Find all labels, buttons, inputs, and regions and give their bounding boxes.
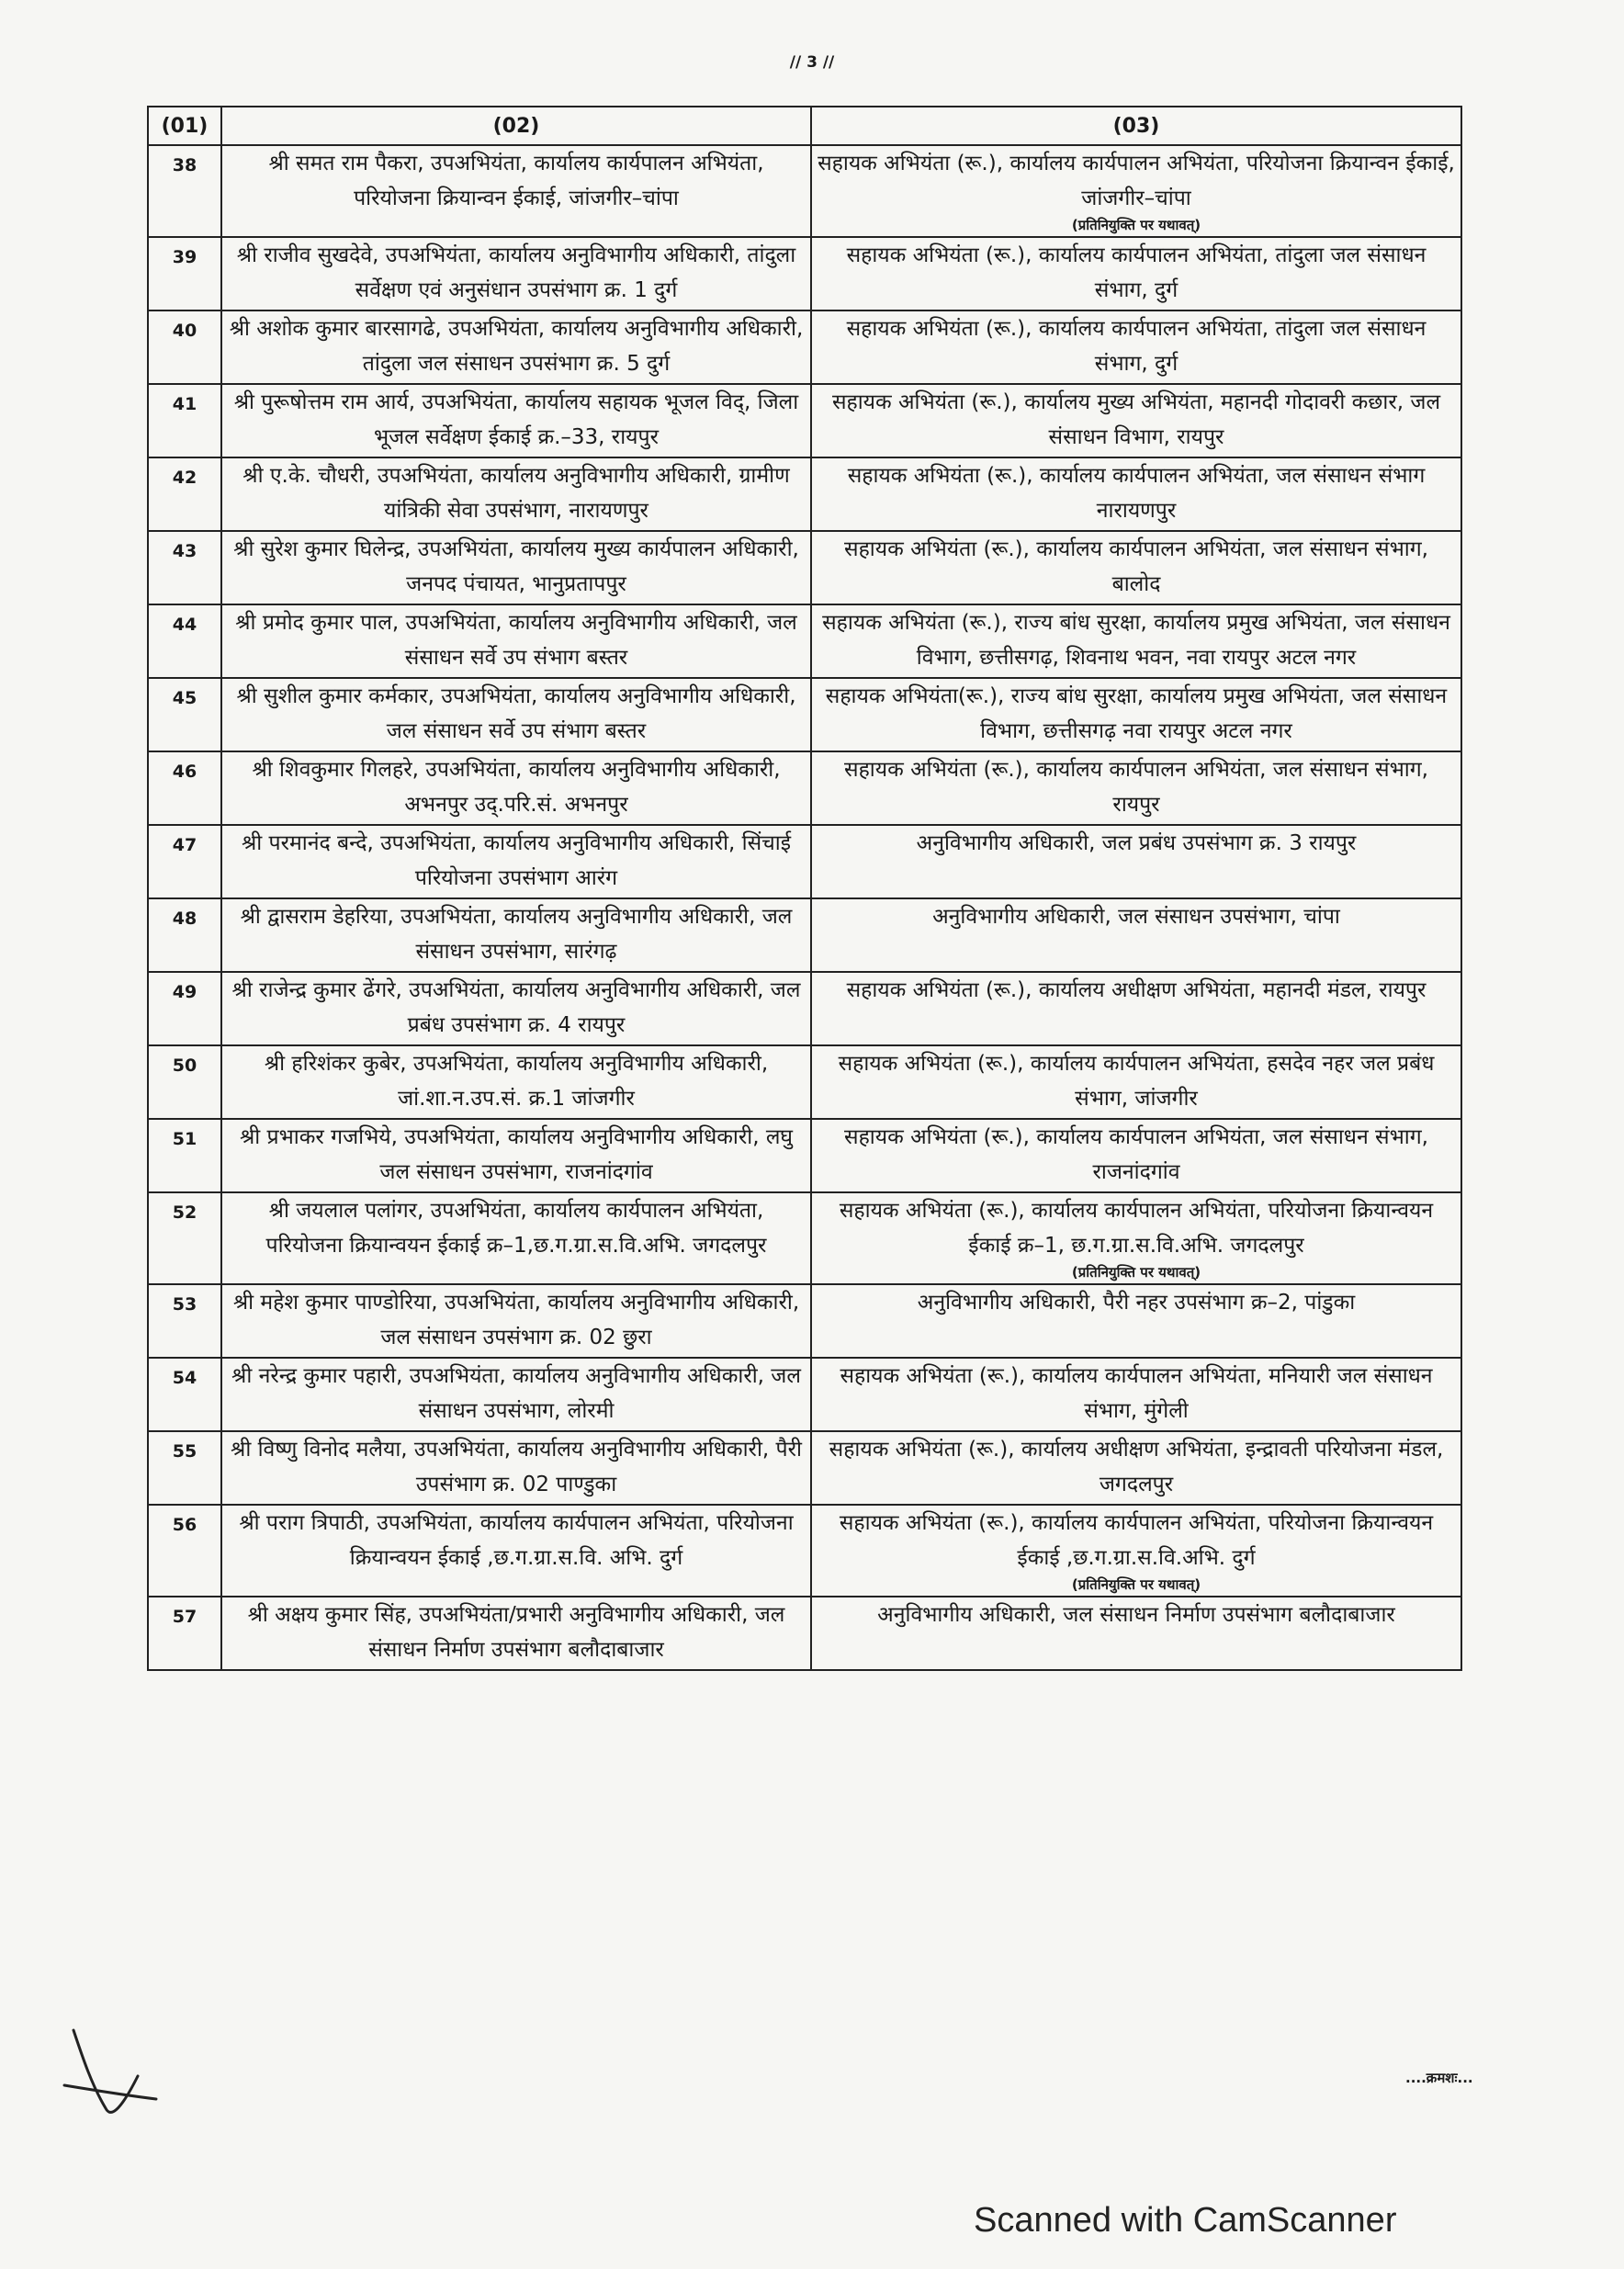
new-post-text: सहायक अभियंता (रू.), कार्यालय कार्यपालन अभियंता, जल संसाधन संभाग, रायपुर [844,758,1428,817]
new-post-cell [811,1358,1461,1431]
new-post-text: अनुविभागीय अधिकारी, जल संसाधन निर्माण उपसंभाग बलौदाबाजार [877,1603,1395,1627]
current-post-cell: श्री द्वासराम डेहरिया, उपअभियंता, कार्यालय अनुविभागीय अधिकारी, जल संसाधन उपसंभाग, सारंगढ़ [221,898,811,972]
new-post-cell [811,1505,1461,1597]
serial-number: 38 [148,145,221,237]
current-post-cell: श्री अक्षय कुमार सिंह, उपअभियंता/प्रभारी अनुविभागीय अधिकारी, जल संसाधन निर्माण उपसंभाग बलौदाबाजार [221,1597,811,1670]
table-row [148,1431,1461,1505]
current-post-cell: श्री विष्णु विनोद मलैया, उपअभियंता, कार्यालय अनुविभागीय अधिकारी, पैरी उपसंभाग क्र. 02 पाण्डुका [221,1431,811,1505]
table-row [148,1045,1461,1119]
table-row [148,678,1461,751]
new-post-text: सहायक अभियंता (रू.), कार्यालय मुख्य अभियंता, महानदी गोदावरी कछार, जल संसाधन विभाग, रायपुर [831,390,1441,449]
current-post-cell: श्री ए.के. चौधरी, उपअभियंता, कार्यालय अनुविभागीय अधिकारी, ग्रामीण यांत्रिकी सेवा उपसंभाग, नारायणपुर [221,457,811,531]
header-current-post: (02) [221,107,811,145]
new-post-cell [811,531,1461,604]
new-post-text: सहायक अभियंता (रू.), कार्यालय कार्यपालन अभियंता, तांदुला जल संसाधन संभाग, दुर्ग [846,317,1427,376]
table-row [148,1119,1461,1192]
new-post-cell [811,604,1461,678]
current-post-cell: श्री राजेन्द्र कुमार ढेंगरे, उपअभियंता, कार्यालय अनुविभागीय अधिकारी, जल प्रबंध उपसंभाग क्र. 4 रायपुर [221,972,811,1045]
serial-number: 43 [148,531,221,604]
table-row [148,1505,1461,1597]
current-post-cell: श्री हरिशंकर कुबेर, उपअभियंता, कार्यालय अनुविभागीय अधिकारी, जां.शा.न.उप.सं. क्र.1 जांजगीर [221,1045,811,1119]
table-row [148,237,1461,310]
new-post-cell [811,972,1461,1045]
current-post-cell: श्री प्रमोद कुमार पाल, उपअभियंता, कार्यालय अनुविभागीय अधिकारी, जल संसाधन सर्वे उप संभाग बस्तर [221,604,811,678]
table-row [148,531,1461,604]
new-post-cell [811,1431,1461,1505]
deputation-note: (प्रतिनियुक्ति पर यथावत्) [1071,1576,1201,1593]
table-row [148,1597,1461,1670]
serial-number: 47 [148,825,221,898]
deputation-note: (प्रतिनियुक्ति पर यथावत्) [1071,1264,1201,1281]
table-row [148,1358,1461,1431]
new-post-text: सहायक अभियंता (रू.), कार्यालय कार्यपालन अभियंता, जल संसाधन संभाग नारायणपुर [847,464,1426,523]
current-post-cell: श्री जयलाल पलांगर, उपअभियंता, कार्यालय कार्यपालन अभियंता, परियोजना क्रियान्वयन ईकाई क्र–1,छ.ग.ग्रा.स.वि.अभि. जगदलपुर [221,1192,811,1284]
current-post-cell: श्री परमानंद बन्दे, उपअभियंता, कार्यालय अनुविभागीय अधिकारी, सिंचाई परियोजना उपसंभाग आरंग [221,825,811,898]
serial-number: 42 [148,457,221,531]
serial-number: 56 [148,1505,221,1597]
continued-label: ....क्रमशः... [1405,2070,1473,2086]
new-post-text: सहायक अभियंता (रू.), कार्यालय कार्यपालन अभियंता, तांदुला जल संसाधन संभाग, दुर्ग [846,243,1427,302]
current-post-cell: श्री अशोक कुमार बारसागढे, उपअभियंता, कार्यालय अनुविभागीय अधिकारी, तांदुला जल संसाधन उपसंभाग क्र. 5 दुर्ग [221,310,811,384]
serial-number: 54 [148,1358,221,1431]
current-post-cell: श्री पराग त्रिपाठी, उपअभियंता, कार्यालय कार्यपालन अभियंता, परियोजना क्रियान्वयन ईकाई ,छ.ग.ग्रा.स.वि. अभि. दुर्ग [221,1505,811,1597]
new-post-cell [811,1119,1461,1192]
table-row [148,825,1461,898]
serial-number: 52 [148,1192,221,1284]
header-serial: (01) [148,107,221,145]
serial-number: 55 [148,1431,221,1505]
camscanner-watermark: Scanned with CamScanner [974,2201,1397,2240]
current-post-cell: श्री महेश कुमार पाण्डोरिया, उपअभियंता, कार्यालय अनुविभागीय अधिकारी, जल संसाधन उपसंभाग क्र. 02 छुरा [221,1284,811,1358]
table-row [148,457,1461,531]
table-row [148,1284,1461,1358]
new-post-text: सहायक अभियंता (रू.), कार्यालय अधीक्षण अभियंता, महानदी मंडल, रायपुर [846,978,1427,1002]
new-post-cell [811,310,1461,384]
serial-number: 45 [148,678,221,751]
current-post-cell: श्री सुरेश कुमार घिलेन्द्र, उपअभियंता, कार्यालय मुख्य कार्यपालन अधिकारी, जनपद पंचायत, भानुप्रतापपुर [221,531,811,604]
serial-number: 49 [148,972,221,1045]
table-row [148,898,1461,972]
serial-number: 51 [148,1119,221,1192]
serial-number: 50 [148,1045,221,1119]
new-post-cell [811,751,1461,825]
table-row [148,384,1461,457]
new-post-text: अनुविभागीय अधिकारी, जल संसाधन उपसंभाग, चांपा [932,905,1340,929]
new-post-cell [811,145,1461,237]
new-post-cell [811,384,1461,457]
table-row [148,1192,1461,1284]
new-post-text: सहायक अभियंता(रू.), राज्य बांध सुरक्षा, कार्यालय प्रमुख अभियंता, जल संसाधन विभाग, छत्तीसगढ़ नवा रायपुर अटल नगर [825,684,1448,743]
current-post-cell: श्री नरेन्द्र कुमार पहारी, उपअभियंता, कार्यालय अनुविभागीय अधिकारी, जल संसाधन उपसंभाग, लोरमी [221,1358,811,1431]
serial-number: 44 [148,604,221,678]
signature-mark [55,2021,165,2131]
scan-edge-line [0,0,29,39]
serial-number: 46 [148,751,221,825]
deputation-note: (प्रतिनियुक्ति पर यथावत्) [1071,217,1201,233]
new-post-cell [811,1597,1461,1670]
new-post-text: सहायक अभियंता (रू.), कार्यालय कार्यपालन अभियंता, जल संसाधन संभाग, राजनांदगांव [844,1125,1428,1184]
new-post-cell [811,1192,1461,1284]
new-post-text: सहायक अभियंता (रू.), कार्यालय कार्यपालन अभियंता, परियोजना क्रियान्वयन ईकाई ,छ.ग.ग्रा.स.वि.अभि. दुर्ग [839,1511,1434,1570]
table-row [148,751,1461,825]
serial-number: 41 [148,384,221,457]
new-post-cell [811,825,1461,898]
serial-number: 53 [148,1284,221,1358]
new-post-cell [811,457,1461,531]
serial-number: 39 [148,237,221,310]
new-post-text: सहायक अभियंता (रू.), कार्यालय अधीक्षण अभियंता, इन्द्रावती परियोजना मंडल, जगदलपुर [829,1438,1444,1496]
new-post-text: सहायक अभियंता (रू.), कार्यालय कार्यपालन अभियंता, मनियारी जल संसाधन संभाग, मुंगेली [840,1364,1433,1423]
table-row [148,972,1461,1045]
new-post-text: सहायक अभियंता (रू.), कार्यालय कार्यपालन अभियंता, जल संसाधन संभाग, बालोद [844,537,1428,596]
new-post-text: सहायक अभियंता (रू.), कार्यालय कार्यपालन अभियंता, परियोजना क्रियान्वयन ईकाई क्र–1, छ.ग.ग्रा.स.वि.अभि. जगदलपुर [839,1199,1434,1258]
table-row [148,604,1461,678]
header-new-post: (03) [811,107,1461,145]
new-post-text: अनुविभागीय अधिकारी, पैरी नहर उपसंभाग क्र–2, पांडुका [917,1291,1356,1315]
current-post-cell: श्री प्रभाकर गजभिये, उपअभियंता, कार्यालय अनुविभागीय अधिकारी, लघु जल संसाधन उपसंभाग, राजनांदगांव [221,1119,811,1192]
new-post-cell [811,898,1461,972]
new-post-text: सहायक अभियंता (रू.), राज्य बांध सुरक्षा, कार्यालय प्रमुख अभियंता, जल संसाधन विभाग, छत्तीसगढ़, शिवनाथ भवन, नवा रायपुर अटल नगर [822,611,1450,670]
new-post-text: सहायक अभियंता (रू.), कार्यालय कार्यपालन अभियंता, हसदेव नहर जल प्रबंध संभाग, जांजगीर [838,1052,1435,1111]
current-post-cell: श्री सुशील कुमार कर्मकार, उपअभियंता, कार्यालय अनुविभागीय अधिकारी, जल संसाधन सर्वे उप संभाग बस्तर [221,678,811,751]
table-header-row [148,107,1461,145]
transfer-table [147,106,1462,1671]
new-post-cell [811,237,1461,310]
serial-number: 40 [148,310,221,384]
serial-number: 48 [148,898,221,972]
page-number: // 3 // [789,53,835,72]
current-post-cell: श्री पुरूषोत्तम राम आर्य, उपअभियंता, कार्यालय सहायक भूजल विद्, जिला भूजल सर्वेक्षण ईकाई क्र.–33, रायपुर [221,384,811,457]
new-post-text: अनुविभागीय अधिकारी, जल प्रबंध उपसंभाग क्र. 3 रायपुर [916,831,1357,855]
current-post-cell: श्री समत राम पैकरा, उपअभियंता, कार्यालय कार्यपालन अभियंता, परियोजना क्रियान्वन ईकाई, जांजगीर–चांपा [221,145,811,237]
new-post-cell [811,1045,1461,1119]
new-post-text: सहायक अभियंता (रू.), कार्यालय कार्यपालन अभियंता, परियोजना क्रियान्वन ईकाई, जांजगीर–चांपा [818,152,1455,210]
new-post-cell [811,1284,1461,1358]
new-post-cell [811,678,1461,751]
serial-number: 57 [148,1597,221,1670]
current-post-cell: श्री राजीव सुखदेवे, उपअभियंता, कार्यालय अनुविभागीय अधिकारी, तांदुला सर्वेक्षण एवं अनुसंधान उपसंभाग क्र. 1 दुर्ग [221,237,811,310]
table-row [148,310,1461,384]
table-row [148,145,1461,237]
current-post-cell: श्री शिवकुमार गिलहरे, उपअभियंता, कार्यालय अनुविभागीय अधिकारी, अभनपुर उद्.परि.सं. अभनपुर [221,751,811,825]
